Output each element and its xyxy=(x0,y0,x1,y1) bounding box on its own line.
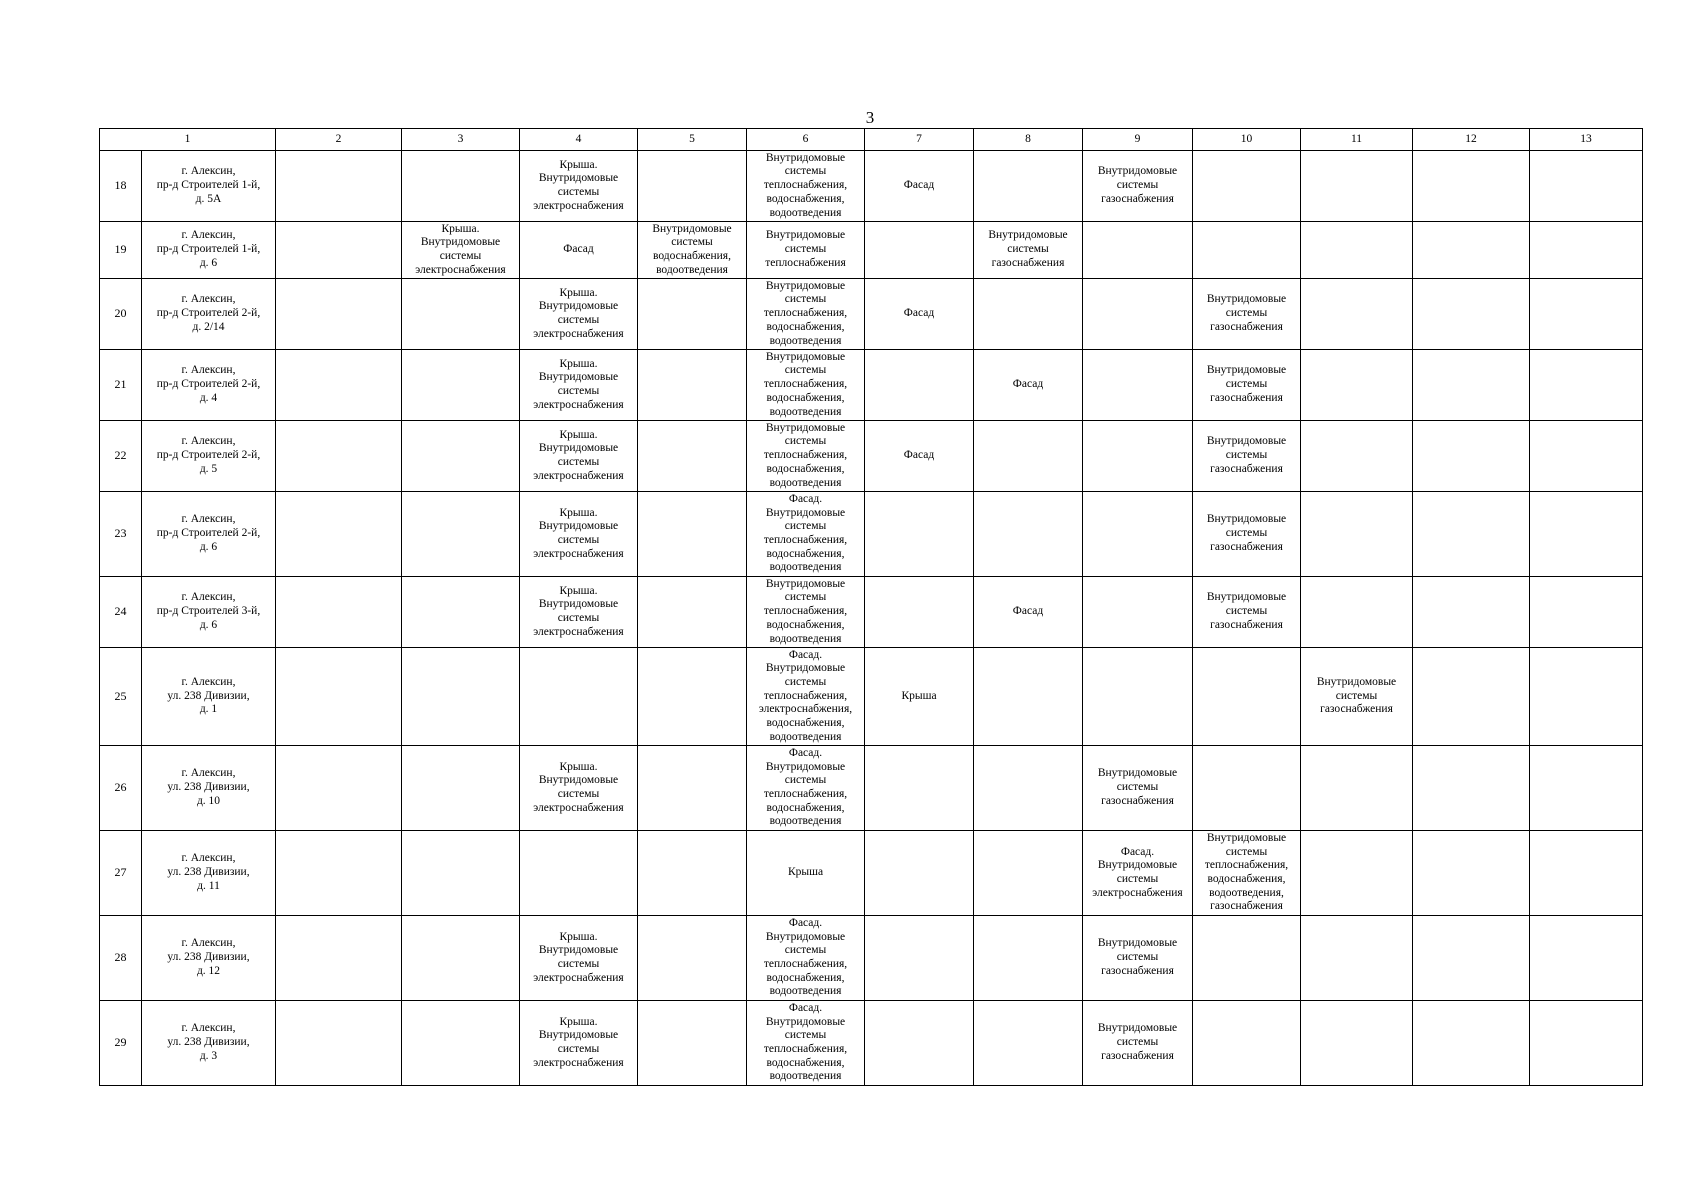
table-cell-col-11 xyxy=(1301,279,1413,350)
cell-text: Фасад. Внутридомовые системы теплоснабжения, водоснабжения, водоотведения xyxy=(763,746,848,828)
cell-text: Фасад xyxy=(903,307,935,320)
table-cell-col-7 xyxy=(865,222,974,279)
table-row xyxy=(100,746,1643,831)
table-cell-col-4 xyxy=(520,831,638,916)
table-row xyxy=(100,577,1643,648)
header-cell-2: 2 xyxy=(276,129,402,151)
header-cell-11: 11 xyxy=(1301,129,1413,151)
table-cell-col-4 xyxy=(520,151,638,222)
repair-schedule-table xyxy=(99,128,1643,1086)
cell-text: Внутридомовые системы газоснабжения xyxy=(1206,364,1287,404)
table-cell-col-1 xyxy=(142,916,276,1001)
header-cell-12: 12 xyxy=(1413,129,1530,151)
table-cell-col-2 xyxy=(276,831,402,916)
cell-text: Фасад xyxy=(903,449,935,462)
table-row xyxy=(100,831,1643,916)
table-cell-col-2 xyxy=(276,151,402,222)
table-cell-col-1 xyxy=(142,279,276,350)
table-cell-col-6 xyxy=(747,577,865,648)
table-cell-col-11 xyxy=(1301,577,1413,648)
header-cell-10: 10 xyxy=(1193,129,1301,151)
table-cell-col-9 xyxy=(1083,1001,1193,1086)
header-cell-4: 4 xyxy=(520,129,638,151)
table-cell-col-6 xyxy=(747,151,865,222)
table-cell-col-3 xyxy=(402,492,520,577)
table-cell-col-6 xyxy=(747,648,865,746)
table-cell-col-2 xyxy=(276,1001,402,1086)
table-cell-col-7 xyxy=(865,279,974,350)
table-cell-col-12 xyxy=(1413,222,1530,279)
cell-text: Внутридомовые системы газоснабжения xyxy=(988,229,1068,269)
table-cell-col-8 xyxy=(974,1001,1083,1086)
table-cell-col-11 xyxy=(1301,916,1413,1001)
table-cell-col-6 xyxy=(747,421,865,492)
cell-text: г. Алексин, ул. 238 Дивизии, д. 12 xyxy=(167,937,250,977)
cell-text: Внутридомовые системы газоснабжения xyxy=(1097,767,1178,807)
table-cell-col-3 xyxy=(402,577,520,648)
table-cell-col-5 xyxy=(638,746,747,831)
table-cell-col-10 xyxy=(1193,916,1301,1001)
cell-text: Фасад xyxy=(1012,378,1044,391)
table-cell-col-10 xyxy=(1193,577,1301,648)
table-cell-col-10 xyxy=(1193,222,1301,279)
cell-text: Внутридомовые системы газоснабжения xyxy=(1206,513,1287,553)
table-cell-col-4 xyxy=(520,746,638,831)
table-cell-col-12 xyxy=(1413,421,1530,492)
cell-text: Крыша. Внутридомовые системы электроснабжения xyxy=(533,158,624,212)
table-cell-col-7 xyxy=(865,492,974,577)
cell-text: г. Алексин, ул. 238 Дивизии, д. 3 xyxy=(167,1022,250,1062)
table-cell-col-9 xyxy=(1083,648,1193,746)
table-cell-col-1 xyxy=(142,492,276,577)
table-cell-col-5 xyxy=(638,831,747,916)
table-cell-col-6 xyxy=(747,492,865,577)
table-cell-col-2 xyxy=(276,421,402,492)
cell-text: Внутридомовые системы теплоснабжения, водоснабжения, водоотведения, газоснабжения xyxy=(1204,831,1289,913)
table-cell-col-9 xyxy=(1083,222,1193,279)
table-cell-col-10 xyxy=(1193,746,1301,831)
cell-text: г. Алексин, пр-д Строителей 2-й, д. 5 xyxy=(156,435,261,475)
table-cell-col-4 xyxy=(520,916,638,1001)
table-cell-col-12 xyxy=(1413,350,1530,421)
cell-text: Внутридомовые системы теплоснабжения, водоснабжения, водоотведения xyxy=(763,279,848,347)
table-cell-col-10 xyxy=(1193,350,1301,421)
table-cell-col-13 xyxy=(1530,492,1643,577)
table-cell-col-13 xyxy=(1530,577,1643,648)
table-cell-col-2 xyxy=(276,492,402,577)
table-cell-col-5 xyxy=(638,222,747,279)
table-cell-col-1 xyxy=(142,421,276,492)
table-cell-col-8 xyxy=(974,222,1083,279)
table-cell-col-8 xyxy=(974,350,1083,421)
table-cell-col-8 xyxy=(974,492,1083,577)
header-cell-7: 7 xyxy=(865,129,974,151)
cell-text: г. Алексин, пр-д Строителей 1-й, д. 5А xyxy=(156,165,261,205)
table-cell-col-9 xyxy=(1083,916,1193,1001)
table-cell-col-13 xyxy=(1530,350,1643,421)
cell-text: Фасад xyxy=(1012,605,1044,618)
cell-text: Фасад. Внутридомовые системы электроснабжения xyxy=(1092,845,1183,899)
cell-text: Крыша. Внутридомовые системы электроснабжения xyxy=(533,428,624,482)
table-cell-col-8 xyxy=(974,648,1083,746)
table-cell-col-1 xyxy=(142,151,276,222)
cell-text: Внутридомовые системы газоснабжения xyxy=(1206,591,1287,631)
table-cell-col-8 xyxy=(974,279,1083,350)
table-cell-col-11 xyxy=(1301,648,1413,746)
table-cell-col-12 xyxy=(1413,492,1530,577)
table-cell-col-13 xyxy=(1530,1001,1643,1086)
table-cell-col-7 xyxy=(865,421,974,492)
table-cell-col-9 xyxy=(1083,350,1193,421)
table-cell-col-11 xyxy=(1301,421,1413,492)
cell-text: Крыша xyxy=(787,866,824,879)
cell-text: Крыша. Внутридомовые системы электроснабжения xyxy=(415,222,506,276)
table-cell-col-1 xyxy=(142,350,276,421)
table-cell-col-3 xyxy=(402,222,520,279)
cell-text: Крыша. Внутридомовые системы электроснабжения xyxy=(533,930,624,984)
table-cell-col-1 xyxy=(142,222,276,279)
table-cell-col-6 xyxy=(747,222,865,279)
cell-text: г. Алексин, пр-д Строителей 2-й, д. 2/14 xyxy=(156,293,261,333)
row-number-cell: 29 xyxy=(100,1001,142,1086)
table-cell-col-12 xyxy=(1413,916,1530,1001)
table-cell-col-7 xyxy=(865,831,974,916)
table-cell-col-8 xyxy=(974,746,1083,831)
table-cell-col-6 xyxy=(747,279,865,350)
page-number: 3 xyxy=(865,108,875,127)
header-cell-1: 1 xyxy=(100,129,276,151)
cell-text: Фасад xyxy=(563,243,594,256)
table-cell-col-6 xyxy=(747,746,865,831)
cell-text: г. Алексин, пр-д Строителей 2-й, д. 4 xyxy=(156,364,261,404)
cell-text: Внутридомовые системы теплоснабжения, водоснабжения, водоотведения xyxy=(763,577,848,645)
header-cell-9: 9 xyxy=(1083,129,1193,151)
table-cell-col-9 xyxy=(1083,151,1193,222)
table-cell-col-8 xyxy=(974,831,1083,916)
table-cell-col-10 xyxy=(1193,279,1301,350)
row-number-cell: 20 xyxy=(100,279,142,350)
table-cell-col-8 xyxy=(974,151,1083,222)
table-cell-col-2 xyxy=(276,350,402,421)
table-row xyxy=(100,151,1643,222)
cell-text: Внутридомовые системы газоснабжения xyxy=(1206,435,1287,475)
table-cell-col-13 xyxy=(1530,279,1643,350)
table-cell-col-10 xyxy=(1193,648,1301,746)
table-cell-col-12 xyxy=(1413,577,1530,648)
row-number-cell: 23 xyxy=(100,492,142,577)
table-cell-col-10 xyxy=(1193,492,1301,577)
header-cell-5: 5 xyxy=(638,129,747,151)
cell-text: Внутридомовые системы теплоснабжения, водоснабжения, водоотведения xyxy=(763,421,848,489)
cell-text: Крыша. Внутридомовые системы электроснабжения xyxy=(533,506,624,560)
table-cell-col-2 xyxy=(276,577,402,648)
table-cell-col-12 xyxy=(1413,279,1530,350)
table-cell-col-7 xyxy=(865,1001,974,1086)
table-cell-col-3 xyxy=(402,746,520,831)
table-cell-col-10 xyxy=(1193,421,1301,492)
row-number-cell: 24 xyxy=(100,577,142,648)
table-cell-col-7 xyxy=(865,916,974,1001)
table-cell-col-1 xyxy=(142,746,276,831)
table-cell-col-5 xyxy=(638,1001,747,1086)
row-number-cell: 22 xyxy=(100,421,142,492)
table-cell-col-9 xyxy=(1083,746,1193,831)
table-cell-col-3 xyxy=(402,350,520,421)
table-cell-col-7 xyxy=(865,746,974,831)
table-cell-col-10 xyxy=(1193,1001,1301,1086)
table-cell-col-4 xyxy=(520,350,638,421)
table-cell-col-4 xyxy=(520,421,638,492)
table-cell-col-5 xyxy=(638,350,747,421)
cell-text: Внутридомовые системы теплоснабжения, водоснабжения, водоотведения xyxy=(763,151,848,219)
table-cell-col-13 xyxy=(1530,151,1643,222)
table-cell-col-3 xyxy=(402,1001,520,1086)
table-cell-col-10 xyxy=(1193,831,1301,916)
table-cell-col-7 xyxy=(865,577,974,648)
table-cell-col-7 xyxy=(865,151,974,222)
table-cell-col-3 xyxy=(402,648,520,746)
cell-text: Крыша. Внутридомовые системы электроснабжения xyxy=(533,286,624,340)
row-number-cell: 27 xyxy=(100,831,142,916)
cell-text: Крыша. Внутридомовые системы электроснабжения xyxy=(533,584,624,638)
table-cell-col-6 xyxy=(747,1001,865,1086)
header-cell-13: 13 xyxy=(1530,129,1643,151)
cell-text: Фасад. Внутридомовые системы теплоснабжения, водоснабжения, водоотведения xyxy=(763,492,848,574)
table-cell-col-7 xyxy=(865,648,974,746)
table-cell-col-4 xyxy=(520,222,638,279)
table-cell-col-8 xyxy=(974,421,1083,492)
cell-text: Внутридомовые системы газоснабжения xyxy=(1206,293,1287,333)
cell-text: Внутридомовые системы теплоснабжения, водоснабжения, водоотведения xyxy=(763,350,848,418)
table-cell-col-11 xyxy=(1301,350,1413,421)
table-cell-col-12 xyxy=(1413,648,1530,746)
table-cell-col-4 xyxy=(520,648,638,746)
table-cell-col-8 xyxy=(974,577,1083,648)
header-row xyxy=(100,129,1643,151)
table-cell-col-9 xyxy=(1083,421,1193,492)
table-row xyxy=(100,1001,1643,1086)
row-number-cell: 18 xyxy=(100,151,142,222)
table-cell-col-6 xyxy=(747,831,865,916)
table-cell-col-1 xyxy=(142,648,276,746)
table-cell-col-9 xyxy=(1083,577,1193,648)
table-cell-col-5 xyxy=(638,492,747,577)
table-row xyxy=(100,350,1643,421)
table-cell-col-9 xyxy=(1083,279,1193,350)
cell-text: г. Алексин, пр-д Строителей 1-й, д. 6 xyxy=(156,229,261,269)
cell-text: Внутридомовые системы водоснабжения, водоотведения xyxy=(652,222,732,276)
table-cell-col-11 xyxy=(1301,492,1413,577)
cell-text: Крыша. Внутридомовые системы электроснабжения xyxy=(533,760,624,814)
table-cell-col-13 xyxy=(1530,831,1643,916)
table-cell-col-1 xyxy=(142,1001,276,1086)
table-cell-col-6 xyxy=(747,350,865,421)
table-cell-col-12 xyxy=(1413,1001,1530,1086)
header-cell-3: 3 xyxy=(402,129,520,151)
table-cell-col-2 xyxy=(276,279,402,350)
table-cell-col-7 xyxy=(865,350,974,421)
table-row xyxy=(100,421,1643,492)
header-cell-6: 6 xyxy=(747,129,865,151)
table-cell-col-5 xyxy=(638,151,747,222)
row-number-cell: 28 xyxy=(100,916,142,1001)
cell-text: Внутридомовые системы теплоснабжения xyxy=(765,229,846,269)
table-cell-col-13 xyxy=(1530,746,1643,831)
table-cell-col-9 xyxy=(1083,831,1193,916)
cell-text: Крыша. Внутридомовые системы электроснабжения xyxy=(533,357,624,411)
row-number-cell: 19 xyxy=(100,222,142,279)
table-cell-col-8 xyxy=(974,916,1083,1001)
cell-text: г. Алексин, пр-д Строителей 3-й, д. 6 xyxy=(156,591,261,631)
table-cell-col-3 xyxy=(402,151,520,222)
table-cell-col-3 xyxy=(402,916,520,1001)
table-cell-col-13 xyxy=(1530,421,1643,492)
table-cell-col-4 xyxy=(520,1001,638,1086)
cell-text: г. Алексин, пр-д Строителей 2-й, д. 6 xyxy=(156,513,261,553)
table-cell-col-12 xyxy=(1413,151,1530,222)
table-cell-col-11 xyxy=(1301,746,1413,831)
table-cell-col-5 xyxy=(638,577,747,648)
table-cell-col-13 xyxy=(1530,648,1643,746)
table-cell-col-5 xyxy=(638,421,747,492)
cell-text: Фасад. Внутридомовые системы теплоснабжения, водоснабжения, водоотведения xyxy=(763,1001,848,1083)
cell-text: Внутридомовые системы газоснабжения xyxy=(1097,1022,1178,1062)
row-number-cell: 25 xyxy=(100,648,142,746)
table-cell-col-10 xyxy=(1193,151,1301,222)
table-cell-col-13 xyxy=(1530,916,1643,1001)
cell-text: Внутридомовые системы газоснабжения xyxy=(1316,675,1397,716)
table-cell-col-3 xyxy=(402,831,520,916)
table-body xyxy=(100,151,1643,1086)
cell-text: г. Алексин, ул. 238 Дивизии, д. 10 xyxy=(167,767,250,807)
table-cell-col-1 xyxy=(142,831,276,916)
table-cell-col-5 xyxy=(638,648,747,746)
row-number-cell: 21 xyxy=(100,350,142,421)
table-cell-col-11 xyxy=(1301,831,1413,916)
table-cell-col-11 xyxy=(1301,1001,1413,1086)
table-cell-col-12 xyxy=(1413,746,1530,831)
cell-text: Внутридомовые системы газоснабжения xyxy=(1097,937,1178,977)
table-row xyxy=(100,492,1643,577)
cell-text: Фасад xyxy=(903,179,935,192)
table-cell-col-13 xyxy=(1530,222,1643,279)
cell-text: Крыша. Внутридомовые системы электроснабжения xyxy=(533,1015,624,1069)
table-cell-col-6 xyxy=(747,916,865,1001)
cell-text: Внутридомовые системы газоснабжения xyxy=(1097,165,1178,205)
table-cell-col-2 xyxy=(276,648,402,746)
table-cell-col-4 xyxy=(520,492,638,577)
table-row xyxy=(100,648,1643,746)
table-cell-col-4 xyxy=(520,279,638,350)
cell-text: Фасад. Внутридомовые системы теплоснабжения, электроснабжения, водоснабжения, водоотведения xyxy=(758,648,853,743)
table-cell-col-2 xyxy=(276,916,402,1001)
table-cell-col-12 xyxy=(1413,831,1530,916)
cell-text: Крыша xyxy=(901,689,937,702)
cell-text: Фасад. Внутридомовые системы теплоснабжения, водоснабжения, водоотведения xyxy=(763,916,848,998)
table-row xyxy=(100,279,1643,350)
table-cell-col-3 xyxy=(402,421,520,492)
table-cell-col-9 xyxy=(1083,492,1193,577)
table-cell-col-4 xyxy=(520,577,638,648)
table-row xyxy=(100,222,1643,279)
row-number-cell: 26 xyxy=(100,746,142,831)
table-cell-col-11 xyxy=(1301,222,1413,279)
table-cell-col-5 xyxy=(638,916,747,1001)
table-row xyxy=(100,916,1643,1001)
table-cell-col-11 xyxy=(1301,151,1413,222)
table-cell-col-5 xyxy=(638,279,747,350)
table-cell-col-2 xyxy=(276,222,402,279)
table-cell-col-3 xyxy=(402,279,520,350)
table-cell-col-2 xyxy=(276,746,402,831)
table-cell-col-1 xyxy=(142,577,276,648)
cell-text: г. Алексин, ул. 238 Дивизии, д. 11 xyxy=(167,852,250,892)
header-cell-8: 8 xyxy=(974,129,1083,151)
cell-text: г. Алексин, ул. 238 Дивизии, д. 1 xyxy=(167,675,250,716)
